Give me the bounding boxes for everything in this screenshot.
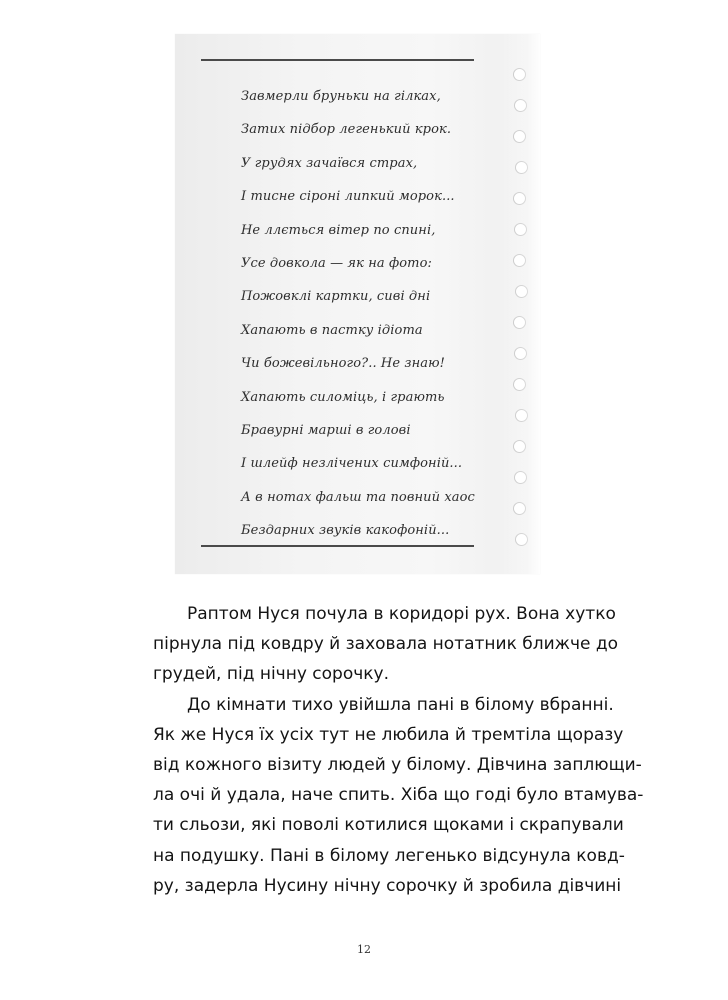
ring-hole-icon [515,533,528,546]
poem-line: Затих підбор легенький крок. [241,122,452,138]
body-text [119,599,644,901]
text-line: ла очі й удала, наче спить. Хіба що годі було втамува- [153,785,644,806]
ring-hole-icon [514,471,527,484]
ring-hole-icon [515,161,528,174]
text-line: грудей, під нічну сорочку. [153,664,390,685]
text-line: Раптом Нуся почула в коридорі рух. Вона хутко [187,604,616,624]
text-line: пірнула під ковдру й заховала нотатник ближче до [153,634,619,655]
text-line: До кімнати тихо увійшла пані в білому вбранні. [187,694,614,715]
text-line: на подушку. Пані в білому легенько відсунула ковд- [153,845,625,866]
ring-hole-icon [513,502,526,515]
ring-hole-icon [513,378,526,391]
poem-line: Бравурні марші в голові [241,422,411,438]
notebook-page [175,34,540,574]
poem-line: Не ллється вітер по спині, [241,222,436,238]
ring-hole-icon [513,192,526,205]
text-line: Як же Нуся їх усіх тут не любила й тремтіла щоразу [153,724,624,745]
ring-hole-icon [513,254,526,267]
poem-line: Хапають в пастку ідіота [241,322,423,338]
text-line: від кожного візиту людей у білому. Дівчина заплющи- [153,755,642,776]
poem-line: Чи божевільного?.. Не знаю! [241,356,445,372]
paragraph [119,599,619,690]
poem-line: У грудях зачаївся страх, [241,155,418,171]
poem-line: І тисне сіроні липкий морок... [241,189,455,205]
ring-hole-icon [513,130,526,143]
paragraph [119,690,644,901]
ring-hole-icon [514,347,527,360]
page-number: 12 [357,943,371,956]
text-line: ру, задерла Нусину нічну сорочку й зробила дівчині [153,875,622,896]
ring-hole-icon [513,440,526,453]
poem-line: Бездарних звуків какофоній... [241,523,450,539]
poem-line: Завмерли бруньки на гілках, [241,89,441,104]
ring-hole-icon [515,285,528,298]
poem-line: А в нотах фальш та повний хаос [241,489,475,505]
poem-line: І шлейф незлічених симфоній... [241,456,463,472]
ring-hole-icon [513,68,526,81]
poem-line: Усе довкола — як на фото: [241,255,432,271]
spiral-ring-holes [511,68,535,548]
ring-hole-icon [514,223,527,236]
poem-line: Пожовклі картки, сиві дні [241,289,431,305]
bottom-rule [201,545,474,547]
ring-hole-icon [515,409,528,422]
text-line: ти сльози, які поволі котилися щоками і скрапували [153,815,624,836]
top-rule [201,59,474,61]
ring-hole-icon [513,316,526,329]
poem [241,80,496,547]
ring-hole-icon [514,99,527,112]
poem-line: Хапають силоміць, і грають [241,389,445,405]
